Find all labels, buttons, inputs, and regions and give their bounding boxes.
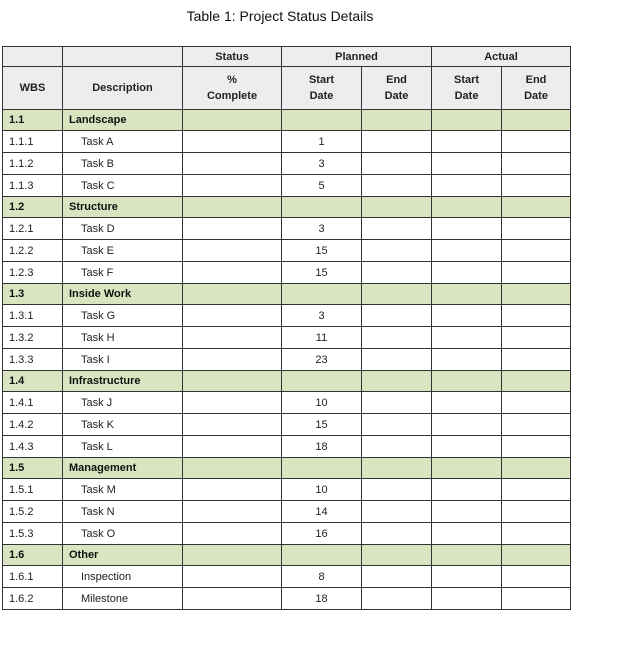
actual-end-cell bbox=[502, 392, 571, 414]
wbs-cell: 1.6.1 bbox=[3, 566, 63, 588]
description-cell: Task K bbox=[63, 414, 183, 436]
header-start-line1: Start bbox=[308, 74, 335, 86]
actual-end-cell bbox=[502, 566, 571, 588]
percent-complete-cell bbox=[183, 588, 282, 610]
actual-start-cell bbox=[432, 392, 502, 414]
planned-start-cell: 18 bbox=[282, 436, 362, 458]
header-start-line2: Date bbox=[309, 90, 334, 102]
task-row bbox=[3, 588, 571, 610]
planned-end-cell bbox=[362, 305, 432, 327]
actual-end-cell bbox=[502, 305, 571, 327]
description-cell: Task I bbox=[63, 349, 183, 371]
actual-end-cell bbox=[502, 545, 571, 566]
planned-end-cell bbox=[362, 153, 432, 175]
header-status: Status bbox=[183, 47, 282, 67]
planned-start-cell bbox=[282, 545, 362, 566]
actual-start-cell bbox=[432, 175, 502, 197]
description-cell: Task J bbox=[63, 392, 183, 414]
actual-end-cell bbox=[502, 131, 571, 153]
actual-start-cell bbox=[432, 414, 502, 436]
description-cell: Landscape bbox=[63, 110, 183, 131]
planned-start-cell: 23 bbox=[282, 349, 362, 371]
planned-start-cell: 3 bbox=[282, 153, 362, 175]
planned-end-cell bbox=[362, 588, 432, 610]
task-row bbox=[3, 262, 571, 284]
percent-complete-cell bbox=[183, 284, 282, 305]
planned-start-cell bbox=[282, 110, 362, 131]
percent-complete-cell bbox=[183, 262, 282, 284]
planned-end-cell bbox=[362, 262, 432, 284]
planned-end-cell bbox=[362, 458, 432, 479]
description-cell: Infrastructure bbox=[63, 371, 183, 392]
task-row bbox=[3, 131, 571, 153]
percent-complete-cell bbox=[183, 371, 282, 392]
planned-end-cell bbox=[362, 131, 432, 153]
planned-start-cell bbox=[282, 197, 362, 218]
task-row bbox=[3, 349, 571, 371]
description-cell: Task E bbox=[63, 240, 183, 262]
planned-end-cell bbox=[362, 436, 432, 458]
actual-start-cell bbox=[432, 218, 502, 240]
actual-end-cell bbox=[502, 327, 571, 349]
percent-complete-cell bbox=[183, 305, 282, 327]
actual-start-cell bbox=[432, 523, 502, 545]
planned-end-cell bbox=[362, 284, 432, 305]
percent-complete-cell bbox=[183, 349, 282, 371]
planned-end-cell bbox=[362, 566, 432, 588]
header-end-line2: Date bbox=[524, 90, 548, 102]
percent-complete-cell bbox=[183, 501, 282, 523]
task-row bbox=[3, 153, 571, 175]
percent-complete-cell bbox=[183, 392, 282, 414]
actual-end-cell bbox=[502, 218, 571, 240]
planned-start-cell: 8 bbox=[282, 566, 362, 588]
actual-start-cell bbox=[432, 545, 502, 566]
planned-end-cell bbox=[362, 349, 432, 371]
actual-start-cell bbox=[432, 197, 502, 218]
percent-complete-cell bbox=[183, 110, 282, 131]
header-column-row bbox=[3, 67, 571, 110]
percent-complete-cell bbox=[183, 197, 282, 218]
planned-start-cell: 16 bbox=[282, 523, 362, 545]
planned-end-cell bbox=[362, 197, 432, 218]
header-percent-complete bbox=[183, 67, 282, 110]
planned-end-cell bbox=[362, 110, 432, 131]
header-end-line1: End bbox=[525, 74, 547, 86]
task-row bbox=[3, 327, 571, 349]
wbs-cell: 1.4 bbox=[3, 371, 63, 392]
actual-end-cell bbox=[502, 240, 571, 262]
planned-end-cell bbox=[362, 414, 432, 436]
description-cell: Task L bbox=[63, 436, 183, 458]
planned-start-cell: 3 bbox=[282, 218, 362, 240]
planned-start-cell: 15 bbox=[282, 240, 362, 262]
task-row bbox=[3, 305, 571, 327]
wbs-cell: 1.6 bbox=[3, 545, 63, 566]
planned-start-cell: 10 bbox=[282, 479, 362, 501]
wbs-cell: 1.3 bbox=[3, 284, 63, 305]
wbs-cell: 1.4.1 bbox=[3, 392, 63, 414]
description-cell: Task A bbox=[63, 131, 183, 153]
planned-start-cell: 3 bbox=[282, 305, 362, 327]
description-cell: Task D bbox=[63, 218, 183, 240]
description-cell: Task F bbox=[63, 262, 183, 284]
table-caption: Table 1: Project Status Details bbox=[186, 8, 374, 24]
planned-end-cell bbox=[362, 371, 432, 392]
header-start-line1: Start bbox=[453, 74, 480, 86]
wbs-cell: 1.1.3 bbox=[3, 175, 63, 197]
wbs-cell: 1.2.2 bbox=[3, 240, 63, 262]
planned-start-cell: 10 bbox=[282, 392, 362, 414]
percent-complete-cell bbox=[183, 436, 282, 458]
actual-start-cell bbox=[432, 458, 502, 479]
section-row bbox=[3, 545, 571, 566]
actual-end-cell bbox=[502, 349, 571, 371]
header-actual-start bbox=[432, 67, 502, 110]
wbs-cell: 1.1.1 bbox=[3, 131, 63, 153]
actual-end-cell bbox=[502, 110, 571, 131]
actual-end-cell bbox=[502, 501, 571, 523]
actual-start-cell bbox=[432, 349, 502, 371]
actual-end-cell bbox=[502, 284, 571, 305]
header-start-line2: Date bbox=[454, 90, 479, 102]
task-row bbox=[3, 414, 571, 436]
description-cell: Milestone bbox=[63, 588, 183, 610]
description-cell: Task O bbox=[63, 523, 183, 545]
description-cell: Inspection bbox=[63, 566, 183, 588]
percent-complete-cell bbox=[183, 175, 282, 197]
header-end-line1: End bbox=[386, 74, 407, 86]
wbs-cell: 1.3.3 bbox=[3, 349, 63, 371]
planned-end-cell bbox=[362, 501, 432, 523]
actual-end-cell bbox=[502, 153, 571, 175]
planned-end-cell bbox=[362, 327, 432, 349]
planned-start-cell: 15 bbox=[282, 262, 362, 284]
planned-end-cell bbox=[362, 479, 432, 501]
planned-start-cell: 5 bbox=[282, 175, 362, 197]
wbs-cell: 1.5.2 bbox=[3, 501, 63, 523]
percent-complete-cell bbox=[183, 218, 282, 240]
actual-end-cell bbox=[502, 523, 571, 545]
wbs-cell: 1.2.3 bbox=[3, 262, 63, 284]
percent-complete-cell bbox=[183, 153, 282, 175]
header-blank bbox=[3, 47, 63, 67]
actual-start-cell bbox=[432, 436, 502, 458]
task-row bbox=[3, 566, 571, 588]
planned-start-cell bbox=[282, 371, 362, 392]
section-row bbox=[3, 284, 571, 305]
table-body bbox=[3, 110, 571, 610]
description-cell: Structure bbox=[63, 197, 183, 218]
planned-end-cell bbox=[362, 218, 432, 240]
percent-complete-cell bbox=[183, 240, 282, 262]
description-cell: Task M bbox=[63, 479, 183, 501]
actual-end-cell bbox=[502, 371, 571, 392]
task-row bbox=[3, 392, 571, 414]
header-description: Description bbox=[63, 67, 183, 110]
task-row bbox=[3, 175, 571, 197]
actual-start-cell bbox=[432, 566, 502, 588]
header-end-line2: Date bbox=[384, 90, 409, 102]
actual-start-cell bbox=[432, 110, 502, 131]
planned-start-cell bbox=[282, 458, 362, 479]
planned-start-cell: 18 bbox=[282, 588, 362, 610]
header-group-row bbox=[3, 47, 571, 67]
description-cell: Task C bbox=[63, 175, 183, 197]
description-cell: Task N bbox=[63, 501, 183, 523]
project-status-table bbox=[2, 46, 571, 610]
wbs-cell: 1.4.2 bbox=[3, 414, 63, 436]
header-blank bbox=[63, 47, 183, 67]
description-cell: Management bbox=[63, 458, 183, 479]
percent-complete-cell bbox=[183, 545, 282, 566]
percent-complete-cell bbox=[183, 414, 282, 436]
actual-start-cell bbox=[432, 240, 502, 262]
task-row bbox=[3, 240, 571, 262]
actual-start-cell bbox=[432, 371, 502, 392]
section-row bbox=[3, 371, 571, 392]
wbs-cell: 1.2 bbox=[3, 197, 63, 218]
header-planned-end bbox=[362, 67, 432, 110]
planned-start-cell: 15 bbox=[282, 414, 362, 436]
percent-complete-cell bbox=[183, 131, 282, 153]
planned-start-cell bbox=[282, 284, 362, 305]
wbs-cell: 1.5 bbox=[3, 458, 63, 479]
description-cell: Task B bbox=[63, 153, 183, 175]
planned-end-cell bbox=[362, 523, 432, 545]
planned-start-cell: 11 bbox=[282, 327, 362, 349]
header-planned: Planned bbox=[282, 47, 432, 67]
header-percent-line1: % bbox=[227, 74, 237, 86]
task-row bbox=[3, 436, 571, 458]
task-row bbox=[3, 523, 571, 545]
planned-end-cell bbox=[362, 240, 432, 262]
header-planned-start bbox=[282, 67, 362, 110]
header-actual: Actual bbox=[432, 47, 571, 67]
wbs-cell: 1.3.1 bbox=[3, 305, 63, 327]
section-row bbox=[3, 110, 571, 131]
header-percent-line2: Complete bbox=[206, 90, 258, 102]
actual-start-cell bbox=[432, 479, 502, 501]
percent-complete-cell bbox=[183, 458, 282, 479]
actual-end-cell bbox=[502, 175, 571, 197]
percent-complete-cell bbox=[183, 566, 282, 588]
header-actual-end bbox=[502, 67, 571, 110]
percent-complete-cell bbox=[183, 479, 282, 501]
wbs-cell: 1.6.2 bbox=[3, 588, 63, 610]
percent-complete-cell bbox=[183, 523, 282, 545]
actual-start-cell bbox=[432, 262, 502, 284]
actual-end-cell bbox=[502, 414, 571, 436]
description-cell: Task G bbox=[63, 305, 183, 327]
description-cell: Task H bbox=[63, 327, 183, 349]
actual-start-cell bbox=[432, 305, 502, 327]
task-row bbox=[3, 501, 571, 523]
planned-start-cell: 14 bbox=[282, 501, 362, 523]
description-cell: Inside Work bbox=[63, 284, 183, 305]
actual-start-cell bbox=[432, 131, 502, 153]
planned-end-cell bbox=[362, 392, 432, 414]
section-row bbox=[3, 458, 571, 479]
actual-start-cell bbox=[432, 153, 502, 175]
planned-start-cell: 1 bbox=[282, 131, 362, 153]
wbs-cell: 1.1 bbox=[3, 110, 63, 131]
actual-start-cell bbox=[432, 284, 502, 305]
wbs-cell: 1.4.3 bbox=[3, 436, 63, 458]
task-row bbox=[3, 218, 571, 240]
planned-end-cell bbox=[362, 545, 432, 566]
actual-end-cell bbox=[502, 479, 571, 501]
wbs-cell: 1.3.2 bbox=[3, 327, 63, 349]
header-wbs: WBS bbox=[3, 67, 63, 110]
actual-end-cell bbox=[502, 262, 571, 284]
task-row bbox=[3, 479, 571, 501]
actual-start-cell bbox=[432, 588, 502, 610]
wbs-cell: 1.5.1 bbox=[3, 479, 63, 501]
actual-start-cell bbox=[432, 327, 502, 349]
description-cell: Other bbox=[63, 545, 183, 566]
wbs-cell: 1.5.3 bbox=[3, 523, 63, 545]
actual-end-cell bbox=[502, 197, 571, 218]
section-row bbox=[3, 197, 571, 218]
planned-end-cell bbox=[362, 175, 432, 197]
percent-complete-cell bbox=[183, 327, 282, 349]
actual-end-cell bbox=[502, 588, 571, 610]
actual-end-cell bbox=[502, 436, 571, 458]
wbs-cell: 1.2.1 bbox=[3, 218, 63, 240]
actual-end-cell bbox=[502, 458, 571, 479]
wbs-cell: 1.1.2 bbox=[3, 153, 63, 175]
actual-start-cell bbox=[432, 501, 502, 523]
